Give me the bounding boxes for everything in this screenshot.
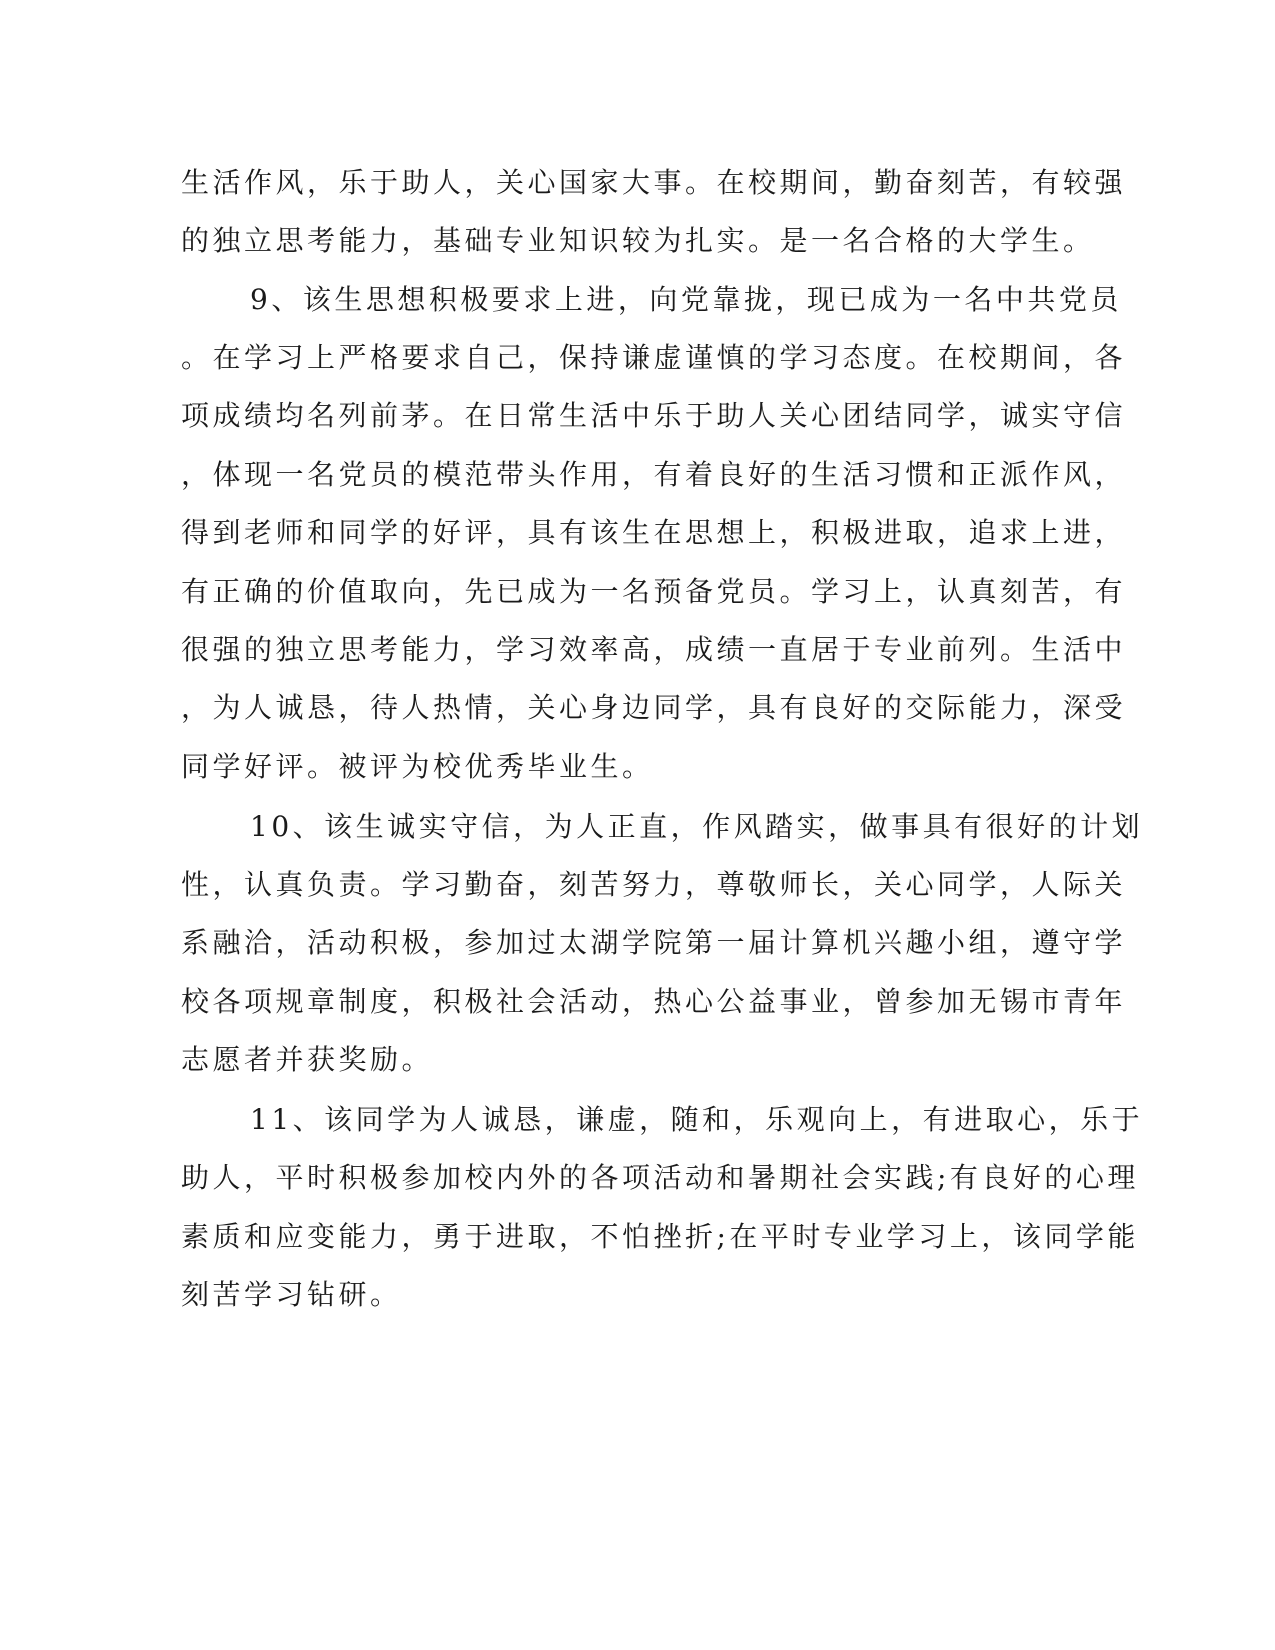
text-line: 同学好评。被评为校优秀毕业生。 [181, 750, 654, 783]
text-line: 。在学习上严格要求自己，保持谦虚谨慎的学习态度。在校期间，各 [181, 341, 1127, 374]
text-line: ，为人诚恳，待人热情，关心身边同学，具有良好的交际能力，深受 [181, 691, 1127, 724]
text-line: 性，认真负责。学习勤奋，刻苦努力，尊敬师长，关心同学，人际关 [181, 868, 1127, 901]
text-line: 助人，平时积极参加校内外的各项活动和暑期社会实践;有良好的心理 [181, 1161, 1139, 1194]
text-line: 得到老师和同学的好评，具有该生在思想上，积极进取，追求上进， [181, 516, 1127, 549]
text-line: 校各项规章制度，积极社会活动，热心公益事业，曾参加无锡市青年 [181, 985, 1127, 1018]
text-line: 生活作风，乐于助人，关心国家大事。在校期间，勤奋刻苦，有较强 [181, 166, 1127, 199]
paragraph-9-first-line: 9、该生思想积极要求上进，向党靠拢，现已成为一名中共党员 [250, 283, 1122, 316]
text-line: 的独立思考能力，基础专业知识较为扎实。是一名合格的大学生。 [181, 224, 1095, 257]
text-line: 志愿者并获奖励。 [181, 1043, 434, 1076]
text-line: 项成绩均名列前茅。在日常生活中乐于助人关心团结同学，诚实守信 [181, 399, 1127, 432]
paragraph-10-first-line: 10、该生诚实守信，为人正直，作风踏实，做事具有很好的计划 [250, 810, 1144, 843]
text-line: ，体现一名党员的模范带头作用，有着良好的生活习惯和正派作风， [181, 458, 1127, 491]
text-line: 有正确的价值取向，先已成为一名预备党员。学习上，认真刻苦，有 [181, 575, 1127, 608]
text-line: 刻苦学习钻研。 [181, 1278, 402, 1311]
paragraph-11-first-line: 11、该同学为人诚恳，谦虚，随和，乐观向上，有进取心，乐于 [250, 1103, 1144, 1136]
text-line: 系融洽，活动积极，参加过太湖学院第一届计算机兴趣小组，遵守学 [181, 926, 1127, 959]
text-line: 很强的独立思考能力，学习效率高，成绩一直居于专业前列。生活中 [181, 633, 1127, 666]
text-line: 素质和应变能力，勇于进取，不怕挫折;在平时专业学习上，该同学能 [181, 1220, 1139, 1253]
